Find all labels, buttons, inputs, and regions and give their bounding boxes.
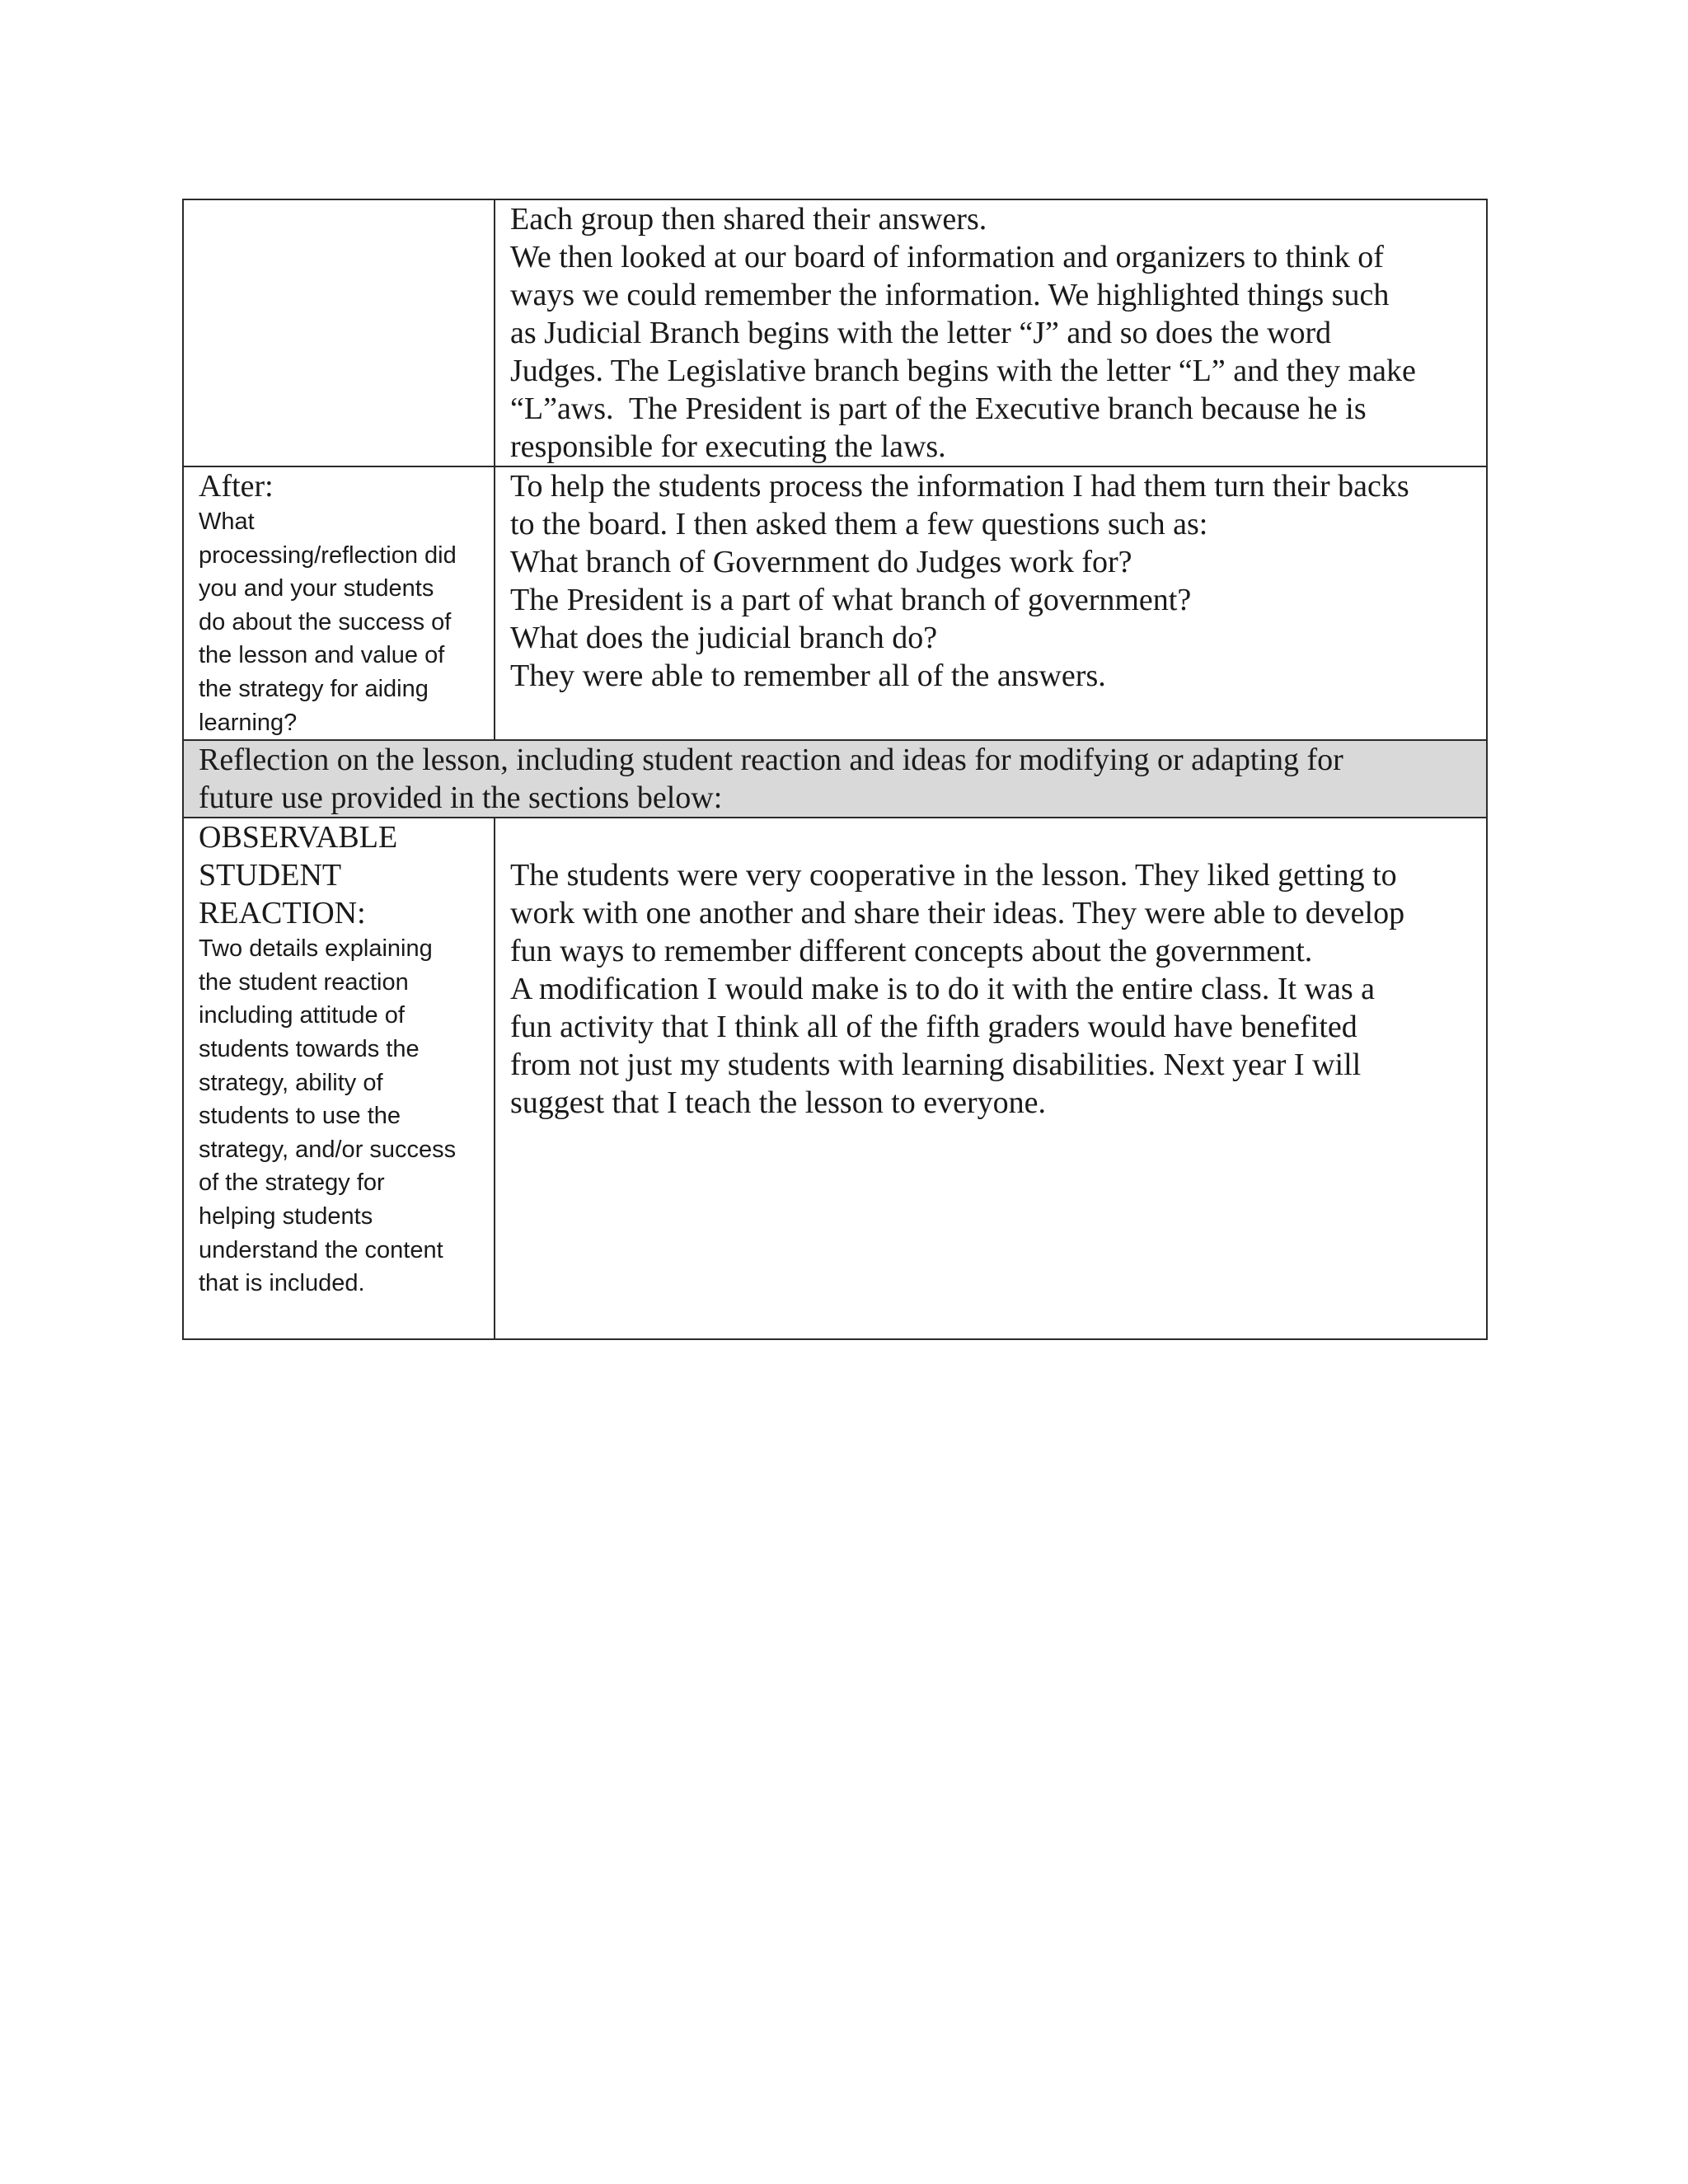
- reflection-header-cell: [183, 740, 1487, 818]
- text-line: To help the students process the information I had them turn their backs: [510, 469, 1409, 504]
- text-line: What branch of Government do Judges work for?: [510, 545, 1132, 579]
- text-line: work with one another and share their ideas. They were able to develop: [510, 896, 1405, 931]
- table-row: [183, 466, 1487, 740]
- heading-line: REACTION:: [199, 896, 366, 931]
- heading-line: STUDENT: [199, 858, 342, 893]
- text-line: to the board. I then asked them a few questions such as:: [510, 507, 1208, 541]
- prompt-line: Two details explaining: [199, 935, 433, 963]
- text-line: responsible for executing the laws.: [510, 429, 946, 464]
- during-content-cell: [495, 199, 1487, 466]
- after-content-cell: [495, 466, 1487, 740]
- prompt-line: students to use the: [199, 1103, 401, 1130]
- text-line: from not just my students with learning disabilities. Next year I will: [510, 1047, 1362, 1083]
- observable-prompt: [199, 932, 485, 1301]
- table-row: [183, 740, 1487, 818]
- text-line: “L”aws. The President is part of the Executive branch because he is: [510, 391, 1367, 426]
- prompt-line: do about the success of: [199, 608, 452, 635]
- prompt-line: understand the content: [199, 1236, 443, 1263]
- observable-content-cell: [495, 818, 1487, 1339]
- text-line: We then looked at our board of information and organizers to think of: [510, 240, 1384, 274]
- text-line: Each group then shared their answers.: [510, 202, 987, 237]
- text-line: The students were very cooperative in the lesson. They liked getting to: [510, 858, 1397, 893]
- table-row: [183, 818, 1487, 1339]
- reflection-header-line: future use provided in the sections below:: [199, 780, 723, 816]
- text-line: What does the judicial branch do?: [510, 621, 938, 655]
- prompt-line: the strategy for aiding: [199, 675, 429, 702]
- prompt-line: learning?: [199, 709, 298, 736]
- table-row: [183, 199, 1487, 466]
- observable-label-cell: [183, 818, 495, 1339]
- prompt-line: What: [199, 509, 255, 535]
- after-heading: After:: [199, 469, 274, 504]
- prompt-line: including attitude of: [199, 1002, 405, 1029]
- prompt-line: the student reaction: [199, 968, 409, 996]
- heading-line: OBSERVABLE: [199, 820, 398, 855]
- after-label-cell: [183, 466, 495, 740]
- prompt-line: of the strategy for: [199, 1169, 385, 1197]
- text-line: They were able to remember all of the answers.: [510, 658, 1106, 693]
- prompt-line: students towards the: [199, 1035, 420, 1062]
- text-line: Judges. The Legislative branch begins with the letter “L” and they make: [510, 354, 1416, 388]
- lesson-reflection-table: [182, 199, 1488, 1340]
- text-line: fun ways to remember different concepts about the government.: [510, 934, 1313, 969]
- text-line: ways we could remember the information. We highlighted things such: [510, 278, 1390, 312]
- prompt-line: strategy, and/or success: [199, 1136, 457, 1163]
- prompt-line: the lesson and value of: [199, 642, 445, 669]
- text-line: suggest that I teach the lesson to everyone.: [510, 1085, 1047, 1121]
- prompt-line: processing/reflection did: [199, 541, 457, 569]
- reflection-header-line: Reflection on the lesson, including student reaction and ideas for modifying or adapting for: [199, 743, 1343, 778]
- text-line: fun activity that I think all of the fifth graders would have benefited: [510, 1010, 1357, 1045]
- prompt-line: strategy, ability of: [199, 1069, 383, 1096]
- prompt-line: you and your students: [199, 575, 434, 602]
- prompt-line: helping students: [199, 1202, 373, 1230]
- text-line: A modification I would make is to do it with the entire class. It was a: [510, 972, 1376, 1007]
- after-prompt: [199, 505, 485, 739]
- row-label-cell-empty: [183, 199, 495, 466]
- observable-heading: [199, 818, 485, 932]
- text-line: as Judicial Branch begins with the letter “J” and so does the word: [510, 316, 1332, 350]
- prompt-line: that is included.: [199, 1270, 365, 1297]
- text-line: The President is a part of what branch of government?: [510, 583, 1192, 617]
